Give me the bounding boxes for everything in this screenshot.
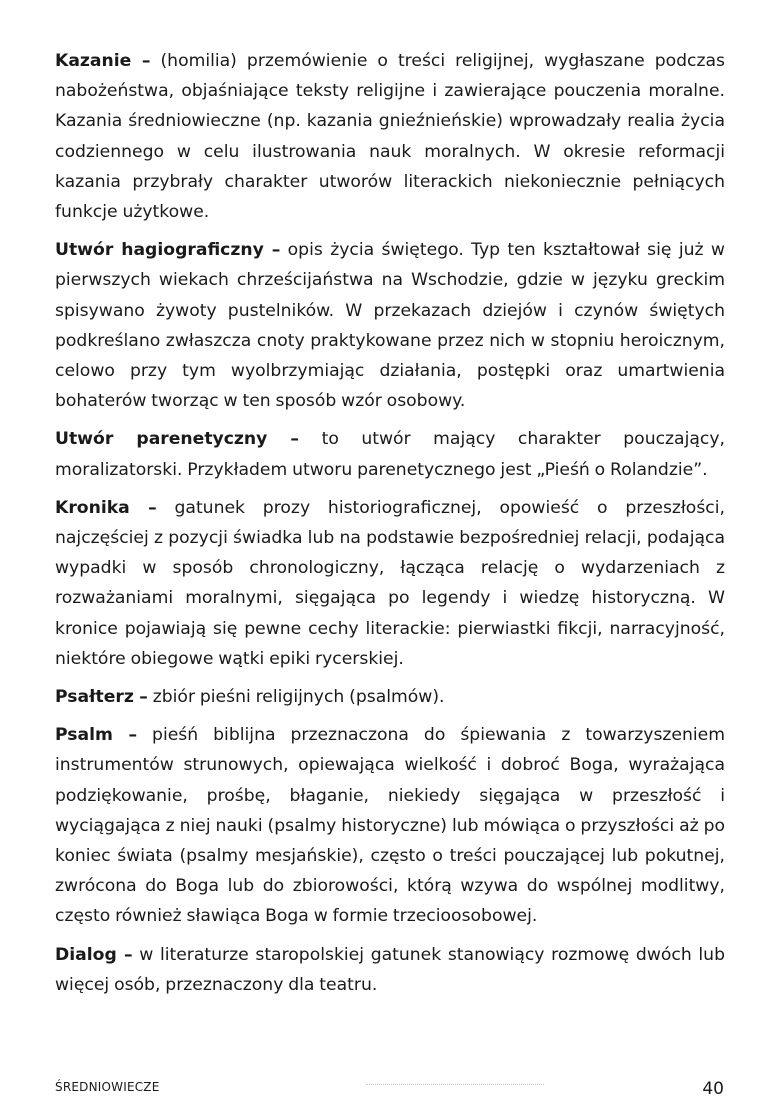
entry-definition: (homilia) przemówienie o treści religijnej, wygłaszane podczas nabożeństwa, objaśniające teksty religijne i zawierające pouczenia moralne. Kazania średniowieczne (np. kazania gnieźnieńskie) wprowadzały realia życia codziennego w celu ilustrowania nauk moralnych. W okresie reformacji kazania przybrały charakter utworów literackich niekoniecznie pełniących funkcje użytkowe. (55, 51, 725, 223)
entry-term: Dialog – (55, 944, 133, 965)
footer-section-title: ŚREDNIOWIECZE (55, 1080, 160, 1094)
page-number: 40 (702, 1079, 724, 1099)
glossary-entry-dialog (55, 940, 725, 1000)
entry-term: Psalm – (55, 725, 138, 746)
glossary-entry-psalm (55, 720, 725, 931)
entry-definition: opis życia świętego. Typ ten kształtował się już w pierwszych wiekach chrześcijaństwa na Wschodzie, gdzie w języku greckim spisywano żywoty pustelników. W przekazach dziejów i czynów świętych podkreślano zwłaszcza cnoty praktykowane przez nich w stopniu heroicznym, celowo przy tym wyolbrzymiając działania, postępki oraz umartwienia bohaterów tworząc w ten sposób wzór osobowy. (55, 240, 725, 412)
glossary-content (55, 46, 725, 1008)
glossary-entry-kazanie (55, 46, 725, 227)
glossary-entry-psalterz (55, 682, 725, 712)
glossary-entry-utwor-parenetyczny (55, 424, 725, 484)
entry-term: Utwór hagiograficzny – (55, 240, 281, 261)
entry-definition: gatunek prozy historiograficznej, opowieść o przeszłości, najczęściej z pozycji świadka lub na podstawie bezpośredniej relacji, podająca wypadki w sposób chronologiczny, łącząca relację o wydarzeniach z rozważaniami moralnymi, sięgająca po legendy i wiedzę historyczną. W kronice pojawiają się pewne cechy literackie: pierwiastki fikcji, narracyjność, niektóre obiegowe wątki epiki rycerskiej. (55, 497, 725, 669)
glossary-entry-utwor-hagiograficzny (55, 235, 725, 416)
glossary-entry-kronika (55, 493, 725, 674)
footer-dotted-divider (366, 1084, 544, 1085)
entry-definition: w literaturze staropolskiej gatunek stanowiący rozmowę dwóch lub więcej osób, przeznaczony dla teatru. (55, 944, 725, 995)
entry-definition: pieśń biblijna przeznaczona do śpiewania z towarzyszeniem instrumentów strunowych, opiewająca wielkość i dobroć Boga, wyrażająca podziękowanie, prośbę, błaganie, niekiedy sięgająca w przeszłość i wyciągająca z niej nauki (psalmy historyczne) lub mówiąca o przyszłości aż po koniec świata (psalmy mesjańskie), często o treści pouczającej lub pokutnej, zwrócona do Boga lub do zbiorowości, którą wzywa do wspólnej modlitwy, często również sławiąca Boga w formie trzecioosobowej. (55, 725, 725, 927)
entry-term: Psałterz – (55, 687, 148, 708)
entry-definition: to utwór mający charakter pouczający, moralizatorski. Przykładem utworu parenetycznego jest „Pieśń o Rolandzie”. (55, 429, 725, 480)
entry-term: Kronika – (55, 497, 157, 518)
entry-term: Utwór parenetyczny – (55, 429, 300, 450)
entry-definition: zbiór pieśni religijnych (psalmów). (152, 687, 445, 708)
entry-term: Kazanie – (55, 51, 151, 71)
